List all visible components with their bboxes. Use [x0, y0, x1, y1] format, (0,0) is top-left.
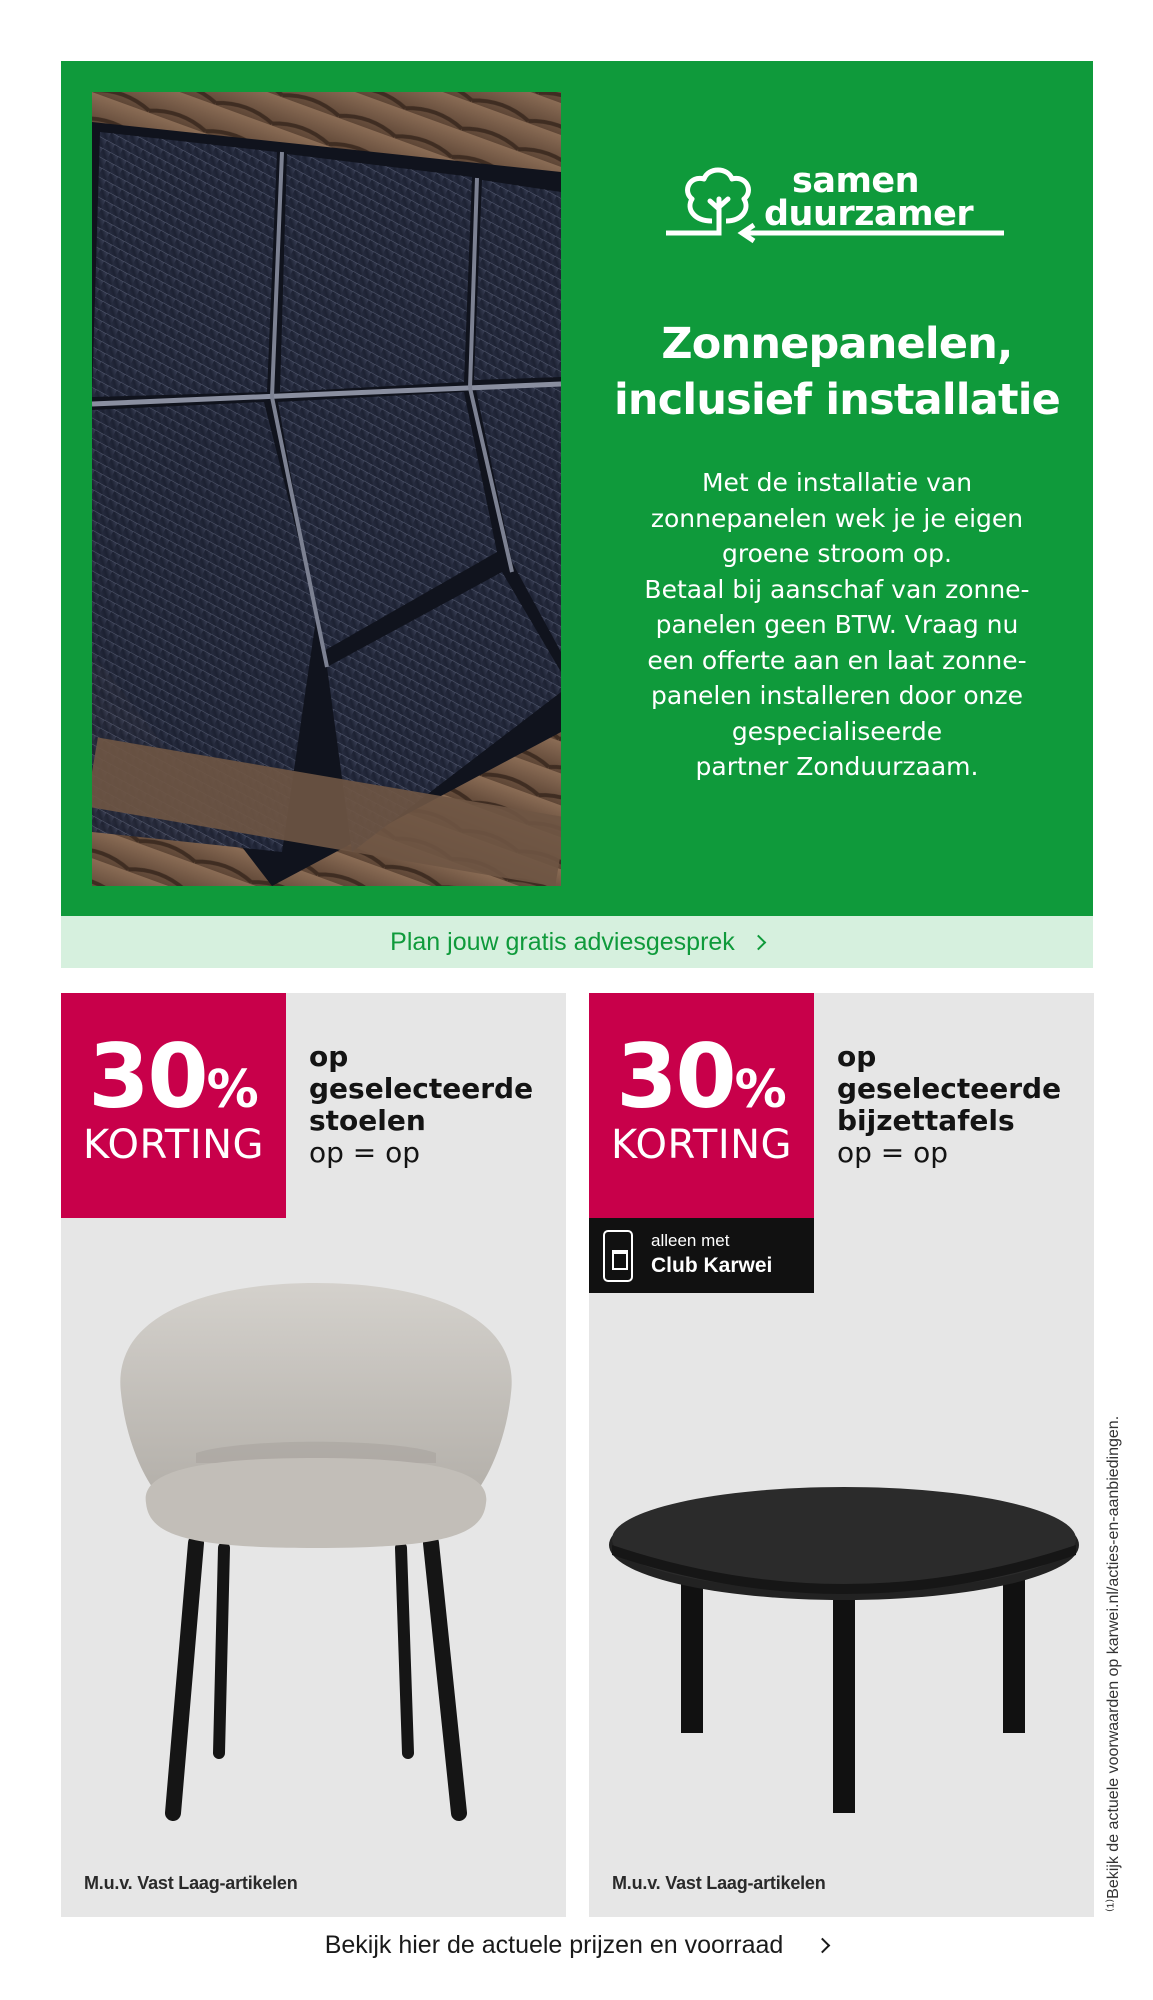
logo-line-2: duurzamer: [764, 194, 974, 234]
offer-line: op: [837, 1040, 877, 1073]
body-line: een offerte aan en laat zonne-: [647, 645, 1027, 675]
banner-text-column: [581, 61, 1093, 916]
headline-line-1: Zonnepanelen,: [661, 319, 1013, 369]
offer-line: stoelen: [309, 1104, 426, 1137]
body-line: gespecialiseerde: [731, 716, 943, 746]
headline-line-2: inclusief installatie: [613, 375, 1061, 425]
logo-wordmark: [764, 161, 974, 234]
offer-line: op: [309, 1040, 349, 1073]
offer-condition: op = op: [309, 1136, 421, 1169]
terms-note: ⁽¹⁾Bekijk de actuele voorwaarden op karwei.nl/acties-en-aanbiedingen.: [1105, 1415, 1122, 1912]
body-line: panelen geen BTW. Vraag nu: [655, 610, 1019, 639]
view-prices-stock-label: Bekijk hier de actuele prijzen en voorraad: [324, 1930, 784, 1959]
view-prices-stock-link[interactable]: [0, 1925, 1153, 1965]
discount-word: KORTING: [82, 1122, 265, 1168]
offer-text: [309, 1041, 533, 1169]
solar-panels-image: [92, 92, 561, 886]
offer-line: geselecteerde: [837, 1072, 1062, 1105]
discount-word: KORTING: [610, 1122, 793, 1168]
plan-advice-label: Plan jouw gratis adviesgesprek: [390, 927, 735, 956]
percent-value: 30: [88, 1025, 207, 1128]
side-table-image: [604, 1483, 1084, 1833]
solar-promo-banner: [61, 61, 1093, 916]
exclusion-note: M.u.v. Vast Laag-artikelen: [84, 1873, 298, 1893]
offer-text: [837, 1041, 1061, 1169]
body-line: Betaal bij aanschaf van zonne-: [644, 574, 1030, 604]
body-line: zonnepanelen wek je je eigen: [650, 503, 1024, 533]
discount-badge: [61, 993, 286, 1218]
chevron-right-icon: [815, 1937, 831, 1953]
body-line: partner Zonduurzaam.: [695, 752, 979, 781]
side-tables-offer-card[interactable]: [589, 993, 1094, 1917]
chairs-offer-card[interactable]: [61, 993, 566, 1917]
club-line-1: alleen met: [651, 1231, 730, 1250]
banner-headline: [581, 316, 1093, 428]
offer-line: bijzettafels: [837, 1104, 1015, 1137]
banner-body-copy: [621, 465, 1053, 785]
discount-badge: [589, 993, 814, 1218]
body-line: Met de installatie van: [701, 468, 973, 497]
logo-line-1: samen: [792, 161, 920, 201]
percent-sign: %: [206, 1060, 259, 1120]
club-karwei-badge: [589, 1218, 814, 1293]
plan-advice-link[interactable]: [61, 916, 1093, 968]
offer-condition: op = op: [837, 1136, 949, 1169]
chevron-right-icon: [751, 934, 767, 950]
offer-line: geselecteerde: [309, 1072, 534, 1105]
body-line: panelen installeren door onze: [651, 681, 1023, 710]
exclusion-note: M.u.v. Vast Laag-artikelen: [612, 1873, 826, 1893]
discount-percent: [589, 1025, 814, 1134]
phone-icon: [603, 1230, 633, 1282]
chair-image: [101, 1273, 531, 1833]
percent-value: 30: [616, 1025, 735, 1128]
club-line-2: Club Karwei: [651, 1254, 773, 1277]
body-line: groene stroom op.: [721, 539, 952, 568]
samen-duurzamer-logo: [664, 161, 1004, 251]
discount-percent: [61, 1025, 286, 1134]
percent-sign: %: [734, 1060, 787, 1120]
